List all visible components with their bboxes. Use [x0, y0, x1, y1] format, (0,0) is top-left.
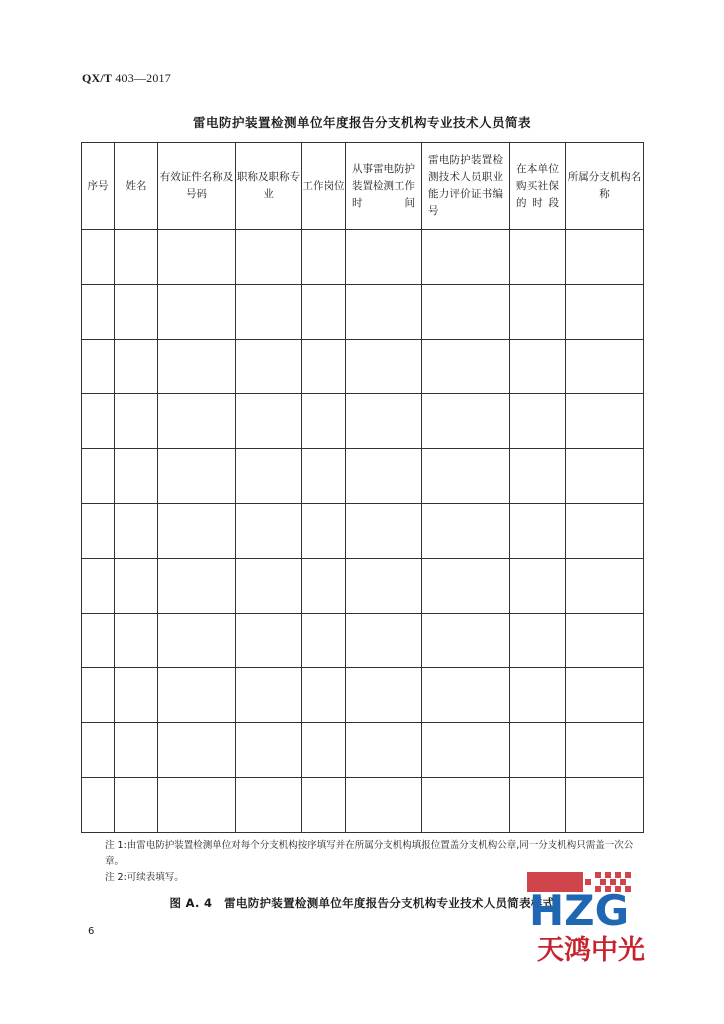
- header-name: 姓名: [115, 143, 158, 230]
- table-cell: [115, 668, 158, 723]
- table-cell: [158, 503, 236, 558]
- table-cell: [236, 723, 302, 778]
- standard-code-prefix: QX/T: [82, 71, 113, 85]
- table-cell: [158, 558, 236, 613]
- table-cell: [302, 777, 346, 832]
- table-row: [82, 723, 644, 778]
- table-cell: [115, 777, 158, 832]
- table-cell: [82, 230, 115, 285]
- table-cell: [346, 284, 422, 339]
- staff-summary-table: [81, 142, 644, 833]
- table-cell: [422, 394, 510, 449]
- table-cell: [115, 284, 158, 339]
- header-social-insurance-period: 在本单位购买社保的时段: [510, 143, 566, 230]
- table-row: [82, 230, 644, 285]
- table-cell: [236, 558, 302, 613]
- table-cell: [158, 339, 236, 394]
- table-cell: [346, 613, 422, 668]
- table-cell: [566, 723, 644, 778]
- table-cell: [510, 339, 566, 394]
- table-cell: [302, 723, 346, 778]
- table-cell: [346, 449, 422, 504]
- table-cell: [158, 394, 236, 449]
- table-cell: [566, 230, 644, 285]
- table-cell: [510, 613, 566, 668]
- table-cell: [422, 558, 510, 613]
- table-cell: [302, 503, 346, 558]
- watermark-company-name: 天鸿中光: [537, 935, 645, 966]
- table-cell: [302, 558, 346, 613]
- table-cell: [236, 613, 302, 668]
- table-cell: [346, 777, 422, 832]
- table-cell: [422, 230, 510, 285]
- table-cell: [510, 777, 566, 832]
- table-cell: [566, 777, 644, 832]
- table-cell: [82, 394, 115, 449]
- table-row: [82, 394, 644, 449]
- pixel-square: [610, 879, 616, 885]
- table-cell: [236, 449, 302, 504]
- table-cell: [510, 230, 566, 285]
- company-watermark-logo: [525, 868, 675, 968]
- table-cell: [115, 339, 158, 394]
- table-row: [82, 613, 644, 668]
- table-cell: [115, 230, 158, 285]
- note-2: 注 2:可续表填写。: [105, 872, 184, 883]
- table-cell: [236, 777, 302, 832]
- table-cell: [158, 449, 236, 504]
- table-cell: [236, 339, 302, 394]
- table-cell: [82, 668, 115, 723]
- table-cell: [510, 394, 566, 449]
- table-cell: [510, 284, 566, 339]
- table-cell: [82, 613, 115, 668]
- table-cell: [422, 503, 510, 558]
- table-cell: [510, 558, 566, 613]
- table-cell: [346, 339, 422, 394]
- table-cell: [566, 339, 644, 394]
- pixel-square: [595, 872, 601, 878]
- table-cell: [236, 668, 302, 723]
- table-cell: [302, 394, 346, 449]
- table-cell: [115, 503, 158, 558]
- table-row: [82, 449, 644, 504]
- table-row: [82, 339, 644, 394]
- table-cell: [115, 613, 158, 668]
- table-cell: [82, 339, 115, 394]
- table-cell: [236, 394, 302, 449]
- figure-caption: 图 A. 4 雷电防护装置检测单位年度报告分支机构专业技术人员简表样式: [169, 896, 555, 910]
- table-cell: [422, 449, 510, 504]
- table-cell: [82, 723, 115, 778]
- standard-code: [82, 71, 171, 86]
- table-cell: [566, 449, 644, 504]
- table-cell: [302, 339, 346, 394]
- header-work-period: 从事雷电防护装置检测工作时间: [346, 143, 422, 230]
- table-cell: [158, 230, 236, 285]
- table-cell: [346, 394, 422, 449]
- table-cell: [566, 558, 644, 613]
- pixel-square: [620, 879, 626, 885]
- header-job-position: 工作岗位: [302, 143, 346, 230]
- table-cell: [158, 613, 236, 668]
- table-cell: [302, 284, 346, 339]
- table-row: [82, 558, 644, 613]
- table-cell: [566, 394, 644, 449]
- pixel-square: [600, 879, 606, 885]
- table-cell: [510, 723, 566, 778]
- table-cell: [346, 503, 422, 558]
- table-cell: [82, 558, 115, 613]
- table-cell: [82, 777, 115, 832]
- table-cell: [422, 339, 510, 394]
- table-cell: [82, 449, 115, 504]
- table-cell: [82, 284, 115, 339]
- header-branch-name: 所属分支机构名称: [566, 143, 644, 230]
- table-cell: [566, 503, 644, 558]
- table-cell: [302, 449, 346, 504]
- header-certificate-number: 雷电防护装置检测技术人员职业能力评价证书编号: [422, 143, 510, 230]
- table-cell: [422, 613, 510, 668]
- table-cell: [510, 503, 566, 558]
- table-cell: [422, 723, 510, 778]
- header-serial-number: 序号: [82, 143, 115, 230]
- table-cell: [422, 668, 510, 723]
- table-cell: [346, 668, 422, 723]
- table-cell: [346, 558, 422, 613]
- table-cell: [82, 503, 115, 558]
- pixel-square: [605, 872, 611, 878]
- table-row: [82, 668, 644, 723]
- table-cell: [302, 668, 346, 723]
- standard-code-number: 403—2017: [115, 71, 171, 85]
- note-1: 注 1:由雷电防护装置检测单位对每个分支机构按序填写并在所属分支机构填报位置盖分支机构公章,同一分支机构只需盖一次公章。: [105, 840, 634, 867]
- pixel-square: [615, 872, 621, 878]
- table-cell: [566, 613, 644, 668]
- pixel-square: [625, 872, 631, 878]
- table-cell: [302, 613, 346, 668]
- header-title-major: 职称及职称专业: [236, 143, 302, 230]
- table-cell: [158, 284, 236, 339]
- table-cell: [510, 449, 566, 504]
- watermark-logo-text: HZG: [529, 886, 630, 935]
- table-body: [82, 230, 644, 833]
- table-cell: [302, 230, 346, 285]
- pixel-square: [585, 879, 591, 885]
- table-cell: [236, 503, 302, 558]
- table-title: 雷电防护装置检测单位年度报告分支机构专业技术人员简表: [192, 115, 531, 130]
- table-cell: [115, 558, 158, 613]
- table-cell: [422, 777, 510, 832]
- table-cell: [510, 668, 566, 723]
- table-cell: [566, 668, 644, 723]
- table-cell: [236, 284, 302, 339]
- table-row: [82, 777, 644, 832]
- page-number: 6: [88, 926, 95, 937]
- table-cell: [115, 723, 158, 778]
- table-cell: [346, 723, 422, 778]
- header-id-document: 有效证件名称及号码: [158, 143, 236, 230]
- table-cell: [346, 230, 422, 285]
- table-header-row: [82, 143, 644, 230]
- table-cell: [236, 230, 302, 285]
- table-cell: [115, 394, 158, 449]
- table-row: [82, 503, 644, 558]
- table-cell: [158, 723, 236, 778]
- table-cell: [158, 668, 236, 723]
- table-cell: [422, 284, 510, 339]
- table-cell: [115, 449, 158, 504]
- table-row: [82, 284, 644, 339]
- table-cell: [566, 284, 644, 339]
- table-cell: [158, 777, 236, 832]
